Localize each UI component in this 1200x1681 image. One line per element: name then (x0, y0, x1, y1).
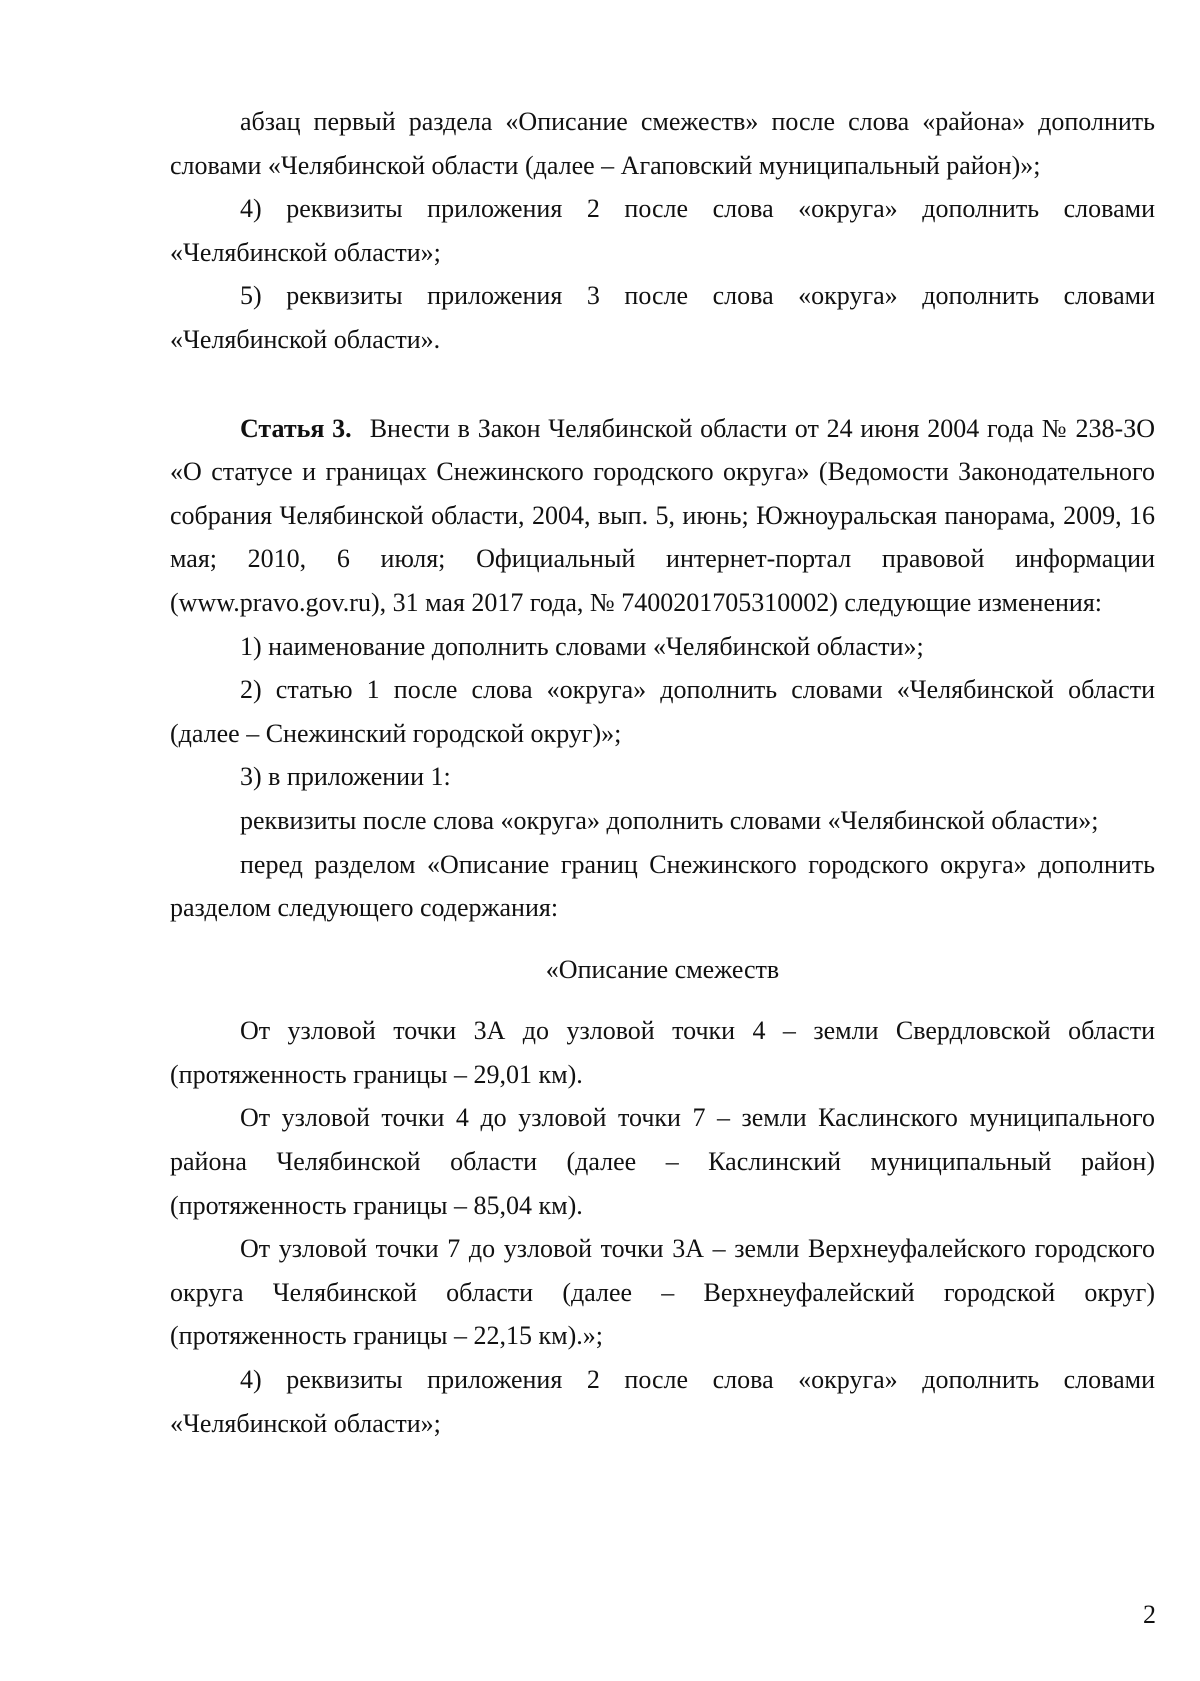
paragraph-abzac-pervyi: абзац первый раздела «Описание смежеств» после слова «района» дополнить словами «Челябинской области (далее – Агаповский муниципальный район)»; (170, 107, 1155, 180)
spacer (170, 362, 1155, 407)
adjacency-paragraph-2: От узловой точки 4 до узловой точки 7 – земли Каслинского муниципального района Челябинской области (далее – Каслинский муниципальный район) (протяженность границы – 85,04 км). (170, 1103, 1155, 1220)
page-number: 2 (1143, 1600, 1156, 1629)
spacer (170, 930, 1155, 948)
article-3-item-1: 1) наименование дополнить словами «Челябинской области»; (240, 631, 924, 661)
article-3-item-2: 2) статью 1 после слова «округа» дополнить словами «Челябинской области (далее – Снежинский городской округ)»; (170, 675, 1155, 748)
article-3-paragraph (170, 407, 1155, 625)
adjacency-paragraph-3: От узловой точки 7 до узловой точки 3А – земли Верхнеуфалейского городского округа Челябинской области (далее – Верхнеуфалейский городской округ) (протяженность границы – 22,15 км).»; (170, 1234, 1155, 1351)
article-3-item-4: 4) реквизиты приложения 2 после слова «округа» дополнить словами «Челябинской области»; (170, 1365, 1155, 1438)
paragraph-item-5: 5) реквизиты приложения 3 после слова «округа» дополнить словами «Челябинской области». (170, 281, 1155, 354)
spacer (170, 991, 1155, 1009)
article-3-item-3: 3) в приложении 1: (240, 762, 451, 792)
section-heading: «Описание смежеств (545, 954, 780, 984)
article-3-label: Статья 3. (240, 413, 352, 443)
article-3-before-section: перед разделом «Описание границ Снежинского городского округа» дополнить разделом следующего содержания: (170, 849, 1155, 923)
paragraph-item-4: 4) реквизиты приложения 2 после слова «округа» дополнить словами «Челябинской области»; (170, 194, 1155, 267)
article-3-text: Внести в Закон Челябинской области от 24 июня 2004 года № 238-ЗО «О статусе и границах Снежинского городского округа» (Ведомости Законодательного собрания Челябинской области, 2004, вып. 5, июнь; Южноуральская панорама, 2009, 16 мая; 2010, 6 июля; Официальный интернет-портал правовой информации (www.pravo.gov.ru), 31 мая 2017 года, № 7400201705310002) следующие изменения: (170, 413, 1156, 617)
article-3-requisites: реквизиты после слова «округа» дополнить словами «Челябинской области»; (240, 805, 1099, 835)
adjacency-paragraph-1: От узловой точки 3А до узловой точки 4 – земли Свердловской области (протяженность границы – 29,01 км). (170, 1016, 1155, 1089)
document-body (170, 100, 1155, 1445)
